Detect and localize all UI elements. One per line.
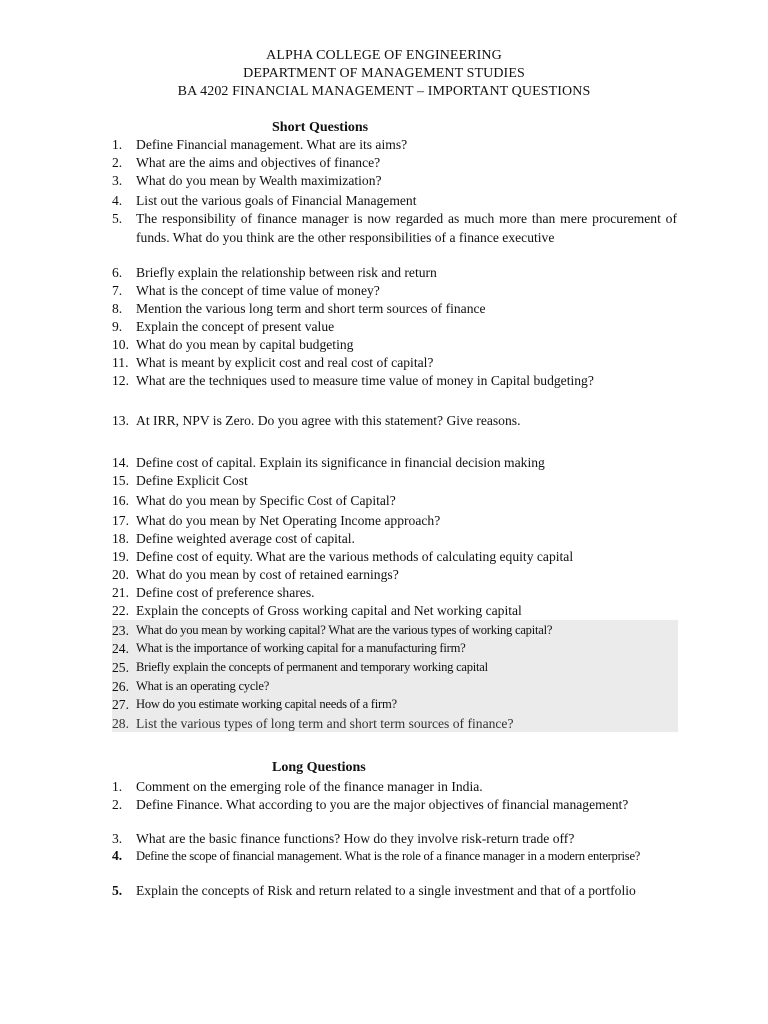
item-number: 20.: [112, 567, 129, 582]
item-text: List the various types of long term and short term sources of finance?: [136, 716, 514, 731]
item-number: 23.: [112, 623, 129, 638]
item-number: 27.: [112, 697, 129, 712]
item-text: Comment on the emerging role of the finance manager in India.: [136, 779, 483, 794]
item-text: Explain the concepts of Risk and return related to a single investment and that of a portfolio: [136, 883, 636, 898]
item-text: What do you mean by capital budgeting: [136, 337, 354, 352]
item-text: Define cost of equity. What are the various methods of calculating equity capital: [136, 549, 574, 564]
item-number: 25.: [112, 660, 129, 675]
item-text: The responsibility of finance manager is now regarded as much more than mere procurement of funds. What do you think are the other responsibilities of a finance executive: [136, 211, 677, 245]
item-text: Define Finance. What according to you are the major objectives of financial management?: [136, 797, 629, 812]
item-text: What do you mean by Specific Cost of Capital?: [136, 493, 396, 508]
item-number: 2.: [112, 797, 123, 812]
item-number: 17.: [112, 513, 129, 528]
item-text: How do you estimate working capital needs of a firm?: [136, 697, 397, 711]
item-text: What do you mean by working capital? What are the various types of working capital?: [136, 623, 553, 637]
item-number: 16.: [112, 493, 129, 508]
item-text: What are the aims and objectives of finance?: [136, 155, 381, 170]
item-text: What are the basic finance functions? How do they involve risk-return trade off?: [136, 831, 575, 846]
item-text: Explain the concept of present value: [136, 319, 335, 334]
long-questions-title: Long Questions: [272, 760, 366, 775]
item-text: Define cost of preference shares.: [136, 585, 315, 600]
item-number: 12.: [112, 373, 129, 388]
item-number: 26.: [112, 679, 129, 694]
item-number: 13.: [112, 413, 129, 428]
item-number: 5.: [112, 883, 123, 898]
item-text: What do you mean by Wealth maximization?: [136, 173, 382, 188]
item-text: Explain the concepts of Gross working capital and Net working capital: [136, 603, 522, 618]
item-number: 1.: [112, 779, 123, 794]
item-number: 14.: [112, 455, 129, 470]
department-name: DEPARTMENT OF MANAGEMENT STUDIES: [243, 66, 525, 81]
item-text: At IRR, NPV is Zero. Do you agree with this statement? Give reasons.: [136, 413, 521, 428]
item-text: Briefly explain the concepts of permanent and temporary working capital: [136, 660, 488, 674]
item-number: 22.: [112, 603, 129, 618]
item-text: Define Explicit Cost: [136, 473, 248, 488]
item-text: What is the importance of working capital for a manufacturing firm?: [136, 641, 466, 655]
item-number: 10.: [112, 337, 129, 352]
item-number: 24.: [112, 641, 129, 656]
item-text: Briefly explain the relationship between risk and return: [136, 265, 437, 280]
item-text: What do you mean by cost of retained earnings?: [136, 567, 399, 582]
item-text: List out the various goals of Financial Management: [136, 193, 417, 208]
college-name: ALPHA COLLEGE OF ENGINEERING: [266, 48, 502, 63]
course-title: BA 4202 FINANCIAL MANAGEMENT – IMPORTANT QUESTIONS: [177, 84, 591, 99]
item-number: 3.: [112, 173, 123, 188]
item-text: What is the concept of time value of money?: [136, 283, 380, 298]
item-number: 1.: [112, 137, 123, 152]
item-number: 19.: [112, 549, 129, 564]
item-text: Mention the various long term and short term sources of finance: [136, 301, 486, 316]
item-text: What are the techniques used to measure time value of money in Capital budgeting?: [136, 373, 594, 388]
item-text: Define weighted average cost of capital.: [136, 531, 355, 546]
item-text: Define cost of capital. Explain its significance in financial decision making: [136, 455, 545, 470]
item-number: 6.: [112, 265, 123, 280]
item-number: 7.: [112, 283, 123, 298]
item-number: 2.: [112, 155, 123, 170]
item-text: Define the scope of financial management. What is the role of a finance manager in a modern enterprise?: [136, 849, 641, 863]
item-text: What do you mean by Net Operating Income approach?: [136, 513, 441, 528]
item-text: What is meant by explicit cost and real cost of capital?: [136, 355, 434, 370]
item-number: 15.: [112, 473, 129, 488]
item-number: 11.: [112, 355, 129, 370]
item-number: 28.: [112, 716, 129, 731]
item-number: 9.: [112, 319, 123, 334]
item-number: 21.: [112, 585, 129, 600]
item-number: 4.: [112, 193, 123, 208]
item-text: What is an operating cycle?: [136, 679, 270, 693]
item-text: Define Financial management. What are its aims?: [136, 137, 408, 152]
item-number: 4.: [112, 848, 123, 863]
item-number: 18.: [112, 531, 129, 546]
item-number: 3.: [112, 831, 123, 846]
item-number: 5.: [112, 211, 123, 226]
short-questions-title: Short Questions: [272, 120, 369, 135]
item-number: 8.: [112, 301, 123, 316]
